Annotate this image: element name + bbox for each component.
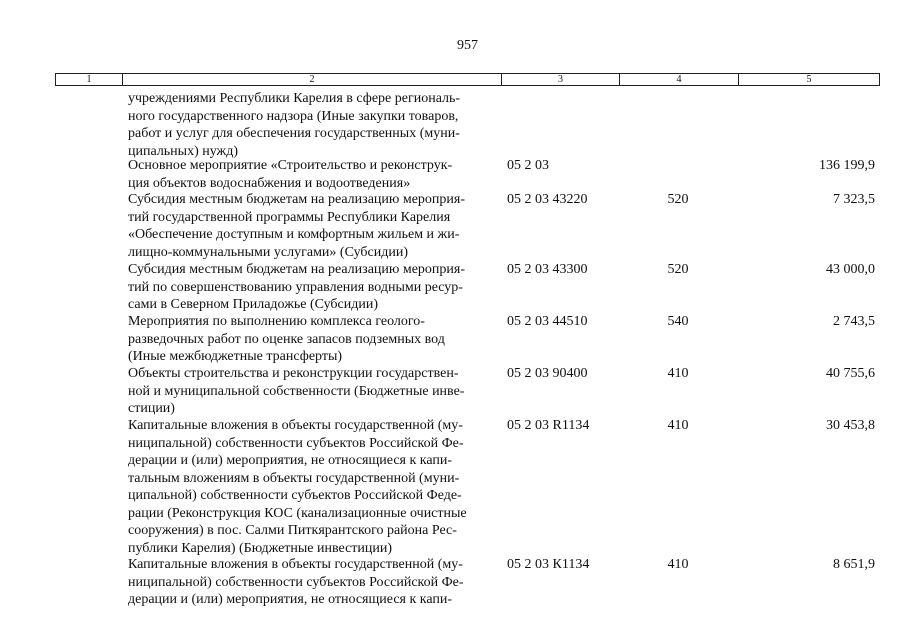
description-line: разведочных работ по оценке запасов подземных вод bbox=[128, 331, 445, 347]
column-header-1: 1 bbox=[56, 74, 123, 86]
row-expense-type: 540 bbox=[667, 314, 689, 329]
row-description bbox=[128, 261, 500, 314]
description-line: рации (Реконструкция КОС (канализационные очистные bbox=[128, 505, 467, 521]
row-expense-type: 520 bbox=[667, 262, 689, 277]
row-amount: 136 199,9 bbox=[819, 158, 875, 173]
description-line: Мероприятия по выполнению комплекса геолого- bbox=[128, 314, 425, 329]
row-code: 05 2 03 44510 bbox=[507, 314, 588, 329]
description-line: ниципальной) собственности субъектов Российской Фе- bbox=[128, 574, 464, 590]
row-description bbox=[128, 191, 500, 261]
row-amount: 30 453,8 bbox=[826, 418, 875, 433]
row-description bbox=[128, 417, 500, 557]
row-code: 05 2 03 bbox=[507, 158, 549, 173]
description-line: ципальной) собственности субъектов Российской Феде- bbox=[128, 488, 462, 503]
row-amount: 8 651,9 bbox=[833, 557, 875, 572]
description-line: «Обеспечение доступным и комфортным жильем и жи- bbox=[128, 227, 460, 242]
description-line: ниципальной) собственности субъектов Российской Фе- bbox=[128, 435, 464, 451]
description-line: Субсидия местным бюджетам на реализацию мероприя- bbox=[128, 192, 466, 207]
column-header-table bbox=[55, 73, 880, 86]
description-line: ного государственного надзора (Иные закупки товаров, bbox=[128, 108, 459, 124]
row-expense-type: 410 bbox=[667, 418, 689, 433]
row-code: 05 2 03 90400 bbox=[507, 366, 588, 381]
row-description bbox=[128, 90, 500, 160]
row-code: 05 2 03 43300 bbox=[507, 262, 588, 277]
description-line: (Иные межбюджетные трансферты) bbox=[128, 349, 343, 364]
column-header-5: 5 bbox=[739, 74, 880, 86]
row-description bbox=[128, 556, 500, 609]
row-description bbox=[128, 157, 500, 192]
description-line: сами в Северном Приладожье (Субсидии) bbox=[128, 297, 379, 312]
page-number: 957 bbox=[457, 38, 478, 53]
column-header-3: 3 bbox=[502, 74, 620, 86]
column-header-2: 2 bbox=[123, 74, 502, 86]
description-line: ципальных) нужд) bbox=[128, 143, 239, 159]
description-line: Капитальные вложения в объекты государственной (му- bbox=[128, 557, 463, 572]
description-line: ция объектов водоснабжения и водоотведения» bbox=[128, 175, 411, 191]
description-line: работ и услуг для обеспечения государственных (муни- bbox=[128, 126, 460, 141]
description-line: ной и муниципальной собственности (Бюджетные инве- bbox=[128, 383, 465, 399]
row-amount: 2 743,5 bbox=[833, 314, 875, 329]
row-expense-type: 520 bbox=[667, 192, 689, 207]
row-expense-type: 410 bbox=[667, 557, 689, 572]
description-line: Основное мероприятие «Строительство и реконструк- bbox=[128, 158, 453, 173]
description-line: лищно-коммунальными услугами» (Субсидии) bbox=[128, 244, 408, 260]
row-description bbox=[128, 365, 500, 418]
description-line: дерации и (или) мероприятия, не относящиеся к капи- bbox=[128, 592, 453, 607]
description-line: тий государственной программы Республики Карелия bbox=[128, 209, 451, 225]
description-line: стиции) bbox=[128, 401, 175, 416]
description-line: сооружения) в пос. Салми Питкярантского района Рес- bbox=[128, 523, 457, 538]
row-code: 05 2 03 К1134 bbox=[507, 557, 590, 572]
description-line: Капитальные вложения в объекты государственной (му- bbox=[128, 418, 463, 433]
description-line: дерации и (или) мероприятия, не относящиеся к капи- bbox=[128, 453, 453, 468]
description-line: учреждениями Республики Карелия в сфере региональ- bbox=[128, 91, 461, 106]
row-code: 05 2 03 R1134 bbox=[507, 418, 590, 433]
row-amount: 40 755,6 bbox=[826, 366, 875, 381]
description-line: Объекты строительства и реконструкции государствен- bbox=[128, 366, 459, 381]
row-amount: 43 000,0 bbox=[826, 262, 875, 277]
description-line: публики Карелия) (Бюджетные инвестиции) bbox=[128, 540, 393, 556]
row-description bbox=[128, 313, 500, 366]
description-line: тий по совершенствованию управления водными ресур- bbox=[128, 279, 463, 295]
description-line: Субсидия местным бюджетам на реализацию мероприя- bbox=[128, 262, 466, 277]
column-header-4: 4 bbox=[620, 74, 739, 86]
description-line: тальным вложениям в объекты государственной (муни- bbox=[128, 470, 460, 486]
row-code: 05 2 03 43220 bbox=[507, 192, 588, 207]
column-header-row bbox=[56, 74, 880, 86]
row-expense-type: 410 bbox=[667, 366, 689, 381]
row-amount: 7 323,5 bbox=[833, 192, 875, 207]
